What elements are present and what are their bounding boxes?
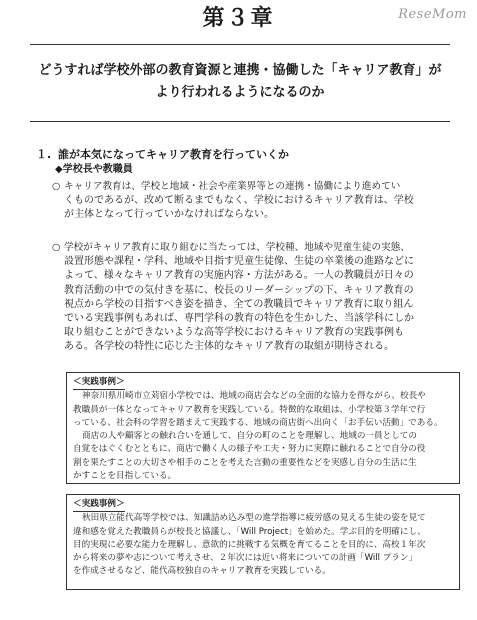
- subtitle-line: より行われるようになるのか: [155, 85, 325, 100]
- case-study-box: [66, 494, 460, 590]
- subtitle-box: [30, 44, 450, 122]
- paragraph-text: キャリア教育は、学校と地域・社会や産業界等との連携・協働により進めてい: [64, 181, 401, 192]
- case-line: 違和感を覚えた教職員らが校長と協議し、「Will Project」を始めた。学ぶ目的を明確にし、: [73, 526, 426, 537]
- case-study-box: [66, 372, 460, 484]
- paragraph: [52, 180, 462, 223]
- case-line: 目的実現に必要な能力を理解し、意欲的に挑戦する気概を育てることを目的に、高校１年次: [73, 539, 426, 550]
- case-line: 神奈川県川崎市立苅宿小学校では、地域の商店会などの全面的な協力を得ながら、校長や: [82, 391, 426, 402]
- section-title: 誰が本気になってキャリア教育を行っていくか: [58, 148, 289, 161]
- case-line: を作成させるなど、能代高校独自のキャリア教育を実践している。: [73, 566, 331, 577]
- case-line: 教職員が一体となってキャリア教育を実践している。特徴的な取組は、小学校第３学年で行: [73, 404, 426, 415]
- paragraph-line: [52, 241, 462, 255]
- paragraph-text: 学校がキャリア教育に取り組むに当たっては、学校種、地域や児童生徒の実態、: [64, 242, 410, 253]
- section-heading: [36, 148, 289, 162]
- paragraph-line: 取り組むことができないような高等学校におけるキャリア教育の実践事例も: [64, 327, 404, 339]
- chapter-title: 第３章: [202, 6, 275, 31]
- case-line: 自覚をはぐくむとともに、商店で働く人の様子や工夫・努力に実際に触れることで自分の役: [73, 444, 426, 455]
- paragraph-line: 教育活動の中での気付きを基に、校長のリーダーシップの下、キャリア教育の: [64, 284, 414, 296]
- bullet-marker: ○: [52, 242, 61, 253]
- case-line: 割を果たすことの大切さや相手のことを考えた言動の重要性などを実感し自分の生活に生: [73, 457, 417, 468]
- case-line: かすことを目指している。: [73, 471, 177, 482]
- paragraph-line: くものであるが、改めて断るまでもなく、学校におけるキャリア教育は、学校: [64, 195, 414, 207]
- subsection-heading: ◆学校長や教職員: [55, 164, 133, 175]
- paragraph-line: でいる実践事例もあれば、専門学科の教育の特色を生かした、当該学科にしか: [64, 312, 414, 324]
- case-line: っている、社会科の学習を踏まえて実践する、地域の商店街へ出向く「お手伝い活動」である。: [73, 417, 443, 428]
- case-line: 商店の人や顧客との触れ合いを通して、自分の町のことを理解し、地域の一員としての: [82, 431, 417, 442]
- paragraph-line: [52, 180, 462, 194]
- paragraph-line: が主体となって行っていかなければならない。: [64, 209, 274, 221]
- paragraph-line: 設置形態や課程・学科、地域や目指す児童生徒像、生徒の卒業後の進路などに: [64, 256, 414, 268]
- paragraph-line: 視点から学校の目指すべき姿を描き、全ての教職員でキャリア教育に取り組ん: [64, 298, 414, 310]
- case-label: ＜実践事例＞: [73, 376, 125, 390]
- paragraph: [52, 241, 462, 355]
- case-label-row: [73, 376, 453, 390]
- section-number: １.: [36, 148, 52, 161]
- watermark-logo: ReseMom: [398, 7, 467, 22]
- paragraph-line: よって、様々なキャリア教育の実施内容・方法がある。一人の教職員が日々の: [64, 270, 414, 282]
- case-line: から将来の夢や志について考えさせ、２年次には近い将来についての計画「Will プラン」: [73, 553, 418, 564]
- paragraph-line: ある。各学校の特性に応じた主体的なキャリア教育の取組が期待される。: [64, 341, 394, 353]
- bullet-marker: ○: [52, 181, 61, 192]
- case-label-row: [73, 498, 453, 512]
- subtitle-line: どうすれば学校外部の教育資源と連携・協働した「キャリア教育」が: [38, 63, 442, 78]
- case-label: ＜実践事例＞: [73, 498, 125, 512]
- case-line: 秋田県立能代高等学校では、知識詰め込み型の進学指導に疲労感の見える生徒の姿を見て: [82, 513, 426, 524]
